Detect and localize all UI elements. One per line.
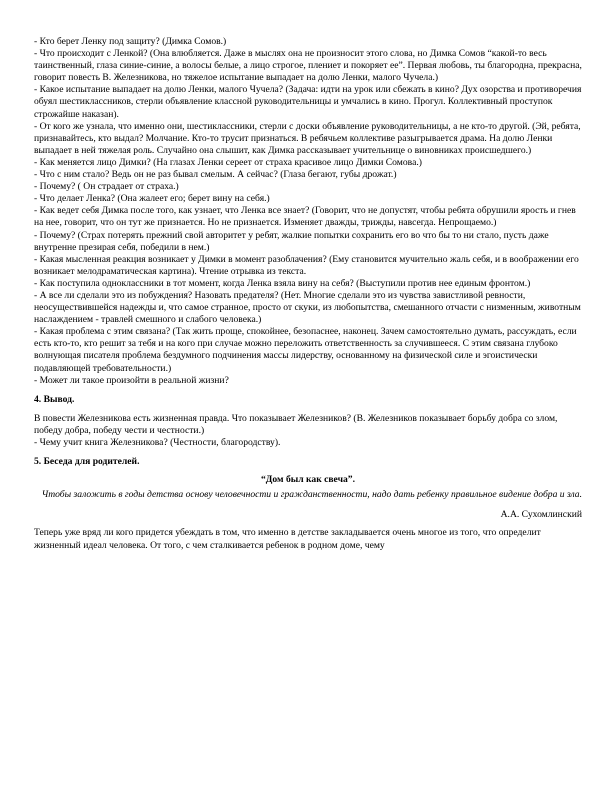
dialogue-line: - Кто берет Ленку под защиту? (Димка Сомов.) [34,36,227,47]
dialogue-line: - Как поступила одноклассники в тот момент, когда Ленка взяла вину на себя? (Выступили против нее единым фронтом.) [34,277,531,289]
dialogue-line: - Почему? (Страх потерять прежний свой авторитет у ребят, жалкие попытки сохранить его во что бы то ни стало, пусть даже внутренне презирая себя, победили в нем.) [34,229,549,253]
section-heading-conclusion: 4. Вывод. [34,393,75,405]
dialogue-line: - Какое испытание выпадает на долю Ленки, малого Чучела? (Задача: идти на урок или сбежать в кино? Дух озорства и противоречия обуял шестиклассников, стерли объявление классной руководительницы и умчались в кино. Прогул. Коллективный проступок строжайше наказан). [34,84,582,120]
epigraph: Чтобы заложить в годы детства основу человечности и гражданственности, надо дать ребенку правильное видение добра и зла. [41,489,582,501]
quote-title: “Дом был как свеча”. [261,474,355,486]
conclusion-question: - Чему учит книга Железникова? (Честности, благородству). [34,437,281,448]
section-heading-parents: 5. Беседа для родителей. [34,456,140,468]
dialogue-line: - А все ли сделали это из побуждения? Назовать предателя? (Нет. Многие сделали это из чувства завистливой ревности, неосуществившейся надежды и, что самое странное, просто от скуки, из любопытства, смешанного отчасти с низменным, животным наслаждением - травлей смешного и слабого человека.) [34,289,581,326]
dialogue-line: - Как меняется лицо Димки? (На глазах Ленки сереет от страха красивое лицо Димки Сомова.) [34,156,422,168]
dialogue-line: - Как ведет себя Димка после того, как узнает, что Ленка все знает? (Говорит, что не допустят, чтобы ребята обрушили ярость и гнев на нее, говорит, что он тут же признается. Но не признается. Изменяет дважды, трижды, навсегда. Непрощаемо.) [34,205,576,229]
dialogue-line: - Что происходит с Ленкой? (Она влюбляется. Даже в мыслях она не произносит этого слова, но Димка Сомов “какой-то весь таинственный, глаза синие-синие, а волосы белые, а лицо строгое, плениет и покоряет ее”. Первая любовь, ты благородна, прекрасна, говорит повесть В. Железникова, но тяжелое испытание выпадает на долю Ленки, малого Чучела.) [34,48,582,84]
dialogue-line: - Какая мысленная реакция возникает у Димки в момент разоблачения? (Ему становится мучительно жаль себя, и в воображении его возникает мелодраматическая картина). Чтение отрывка из текста. [34,253,579,277]
epigraph-author: А.А. Сухомлинский [500,509,582,521]
dialogue-line: - Может ли такое произойти в реальной жизни? [34,374,229,386]
dialogue-line: - Почему? ( Он страдает от страха.) [34,181,179,193]
dialogue-line: - Какая проблема с этим связана? (Так жить проще, спокойнее, безопаснее, наконец. Зачем самостоятельно думать, рассуждать, если есть кто-то, кто решит за тебя и на кого при случае можно переложить ответственность за случившееся. С этим связана глубоко волнующая писателя проблема бездумного подчинения массы лидерству, основанному на физической силе и эгоистически подавляющей требовательности.) [34,326,577,374]
dialogue-line: - Что делает Ленка? (Она жалеет его; берет вину на себя.) [34,193,270,205]
conclusion-text: В повести Железникова есть жизненная правда. Что показывает Железников? (В. Железников показывает борьбу добра со злом, победу добра, победу чести и честности.) [34,412,558,436]
dialogue-line: - Что с ним стало? Ведь он не раз бывал смелым. А сейчас? (Глаза бегают, губы дрожат.) [34,169,397,181]
parents-text: Теперь уже вряд ли кого придется убеждать в том, что именно в детстве закладывается очень многое из того, что определит жизненный идеал человека. От того, с чем сталкивается ребенок в родном доме, чему [34,527,541,551]
dialogue-line: - От кого же узнала, что именно они, шестиклассники, стерли с доски объявление руководительницы, а не кто-то другой. (Эй, ребята, признавайтесь, кто выдал? Молчание. Кто-то трусит признаться. В ребячьем коллективе разыгрывается драма. На долю Ленки выпадает в ней тяжелая роль. Случайно она слышит, как Димка рассказывает учительнице о виновниках происшедшего.) [34,120,581,156]
document-body [34,36,582,552]
